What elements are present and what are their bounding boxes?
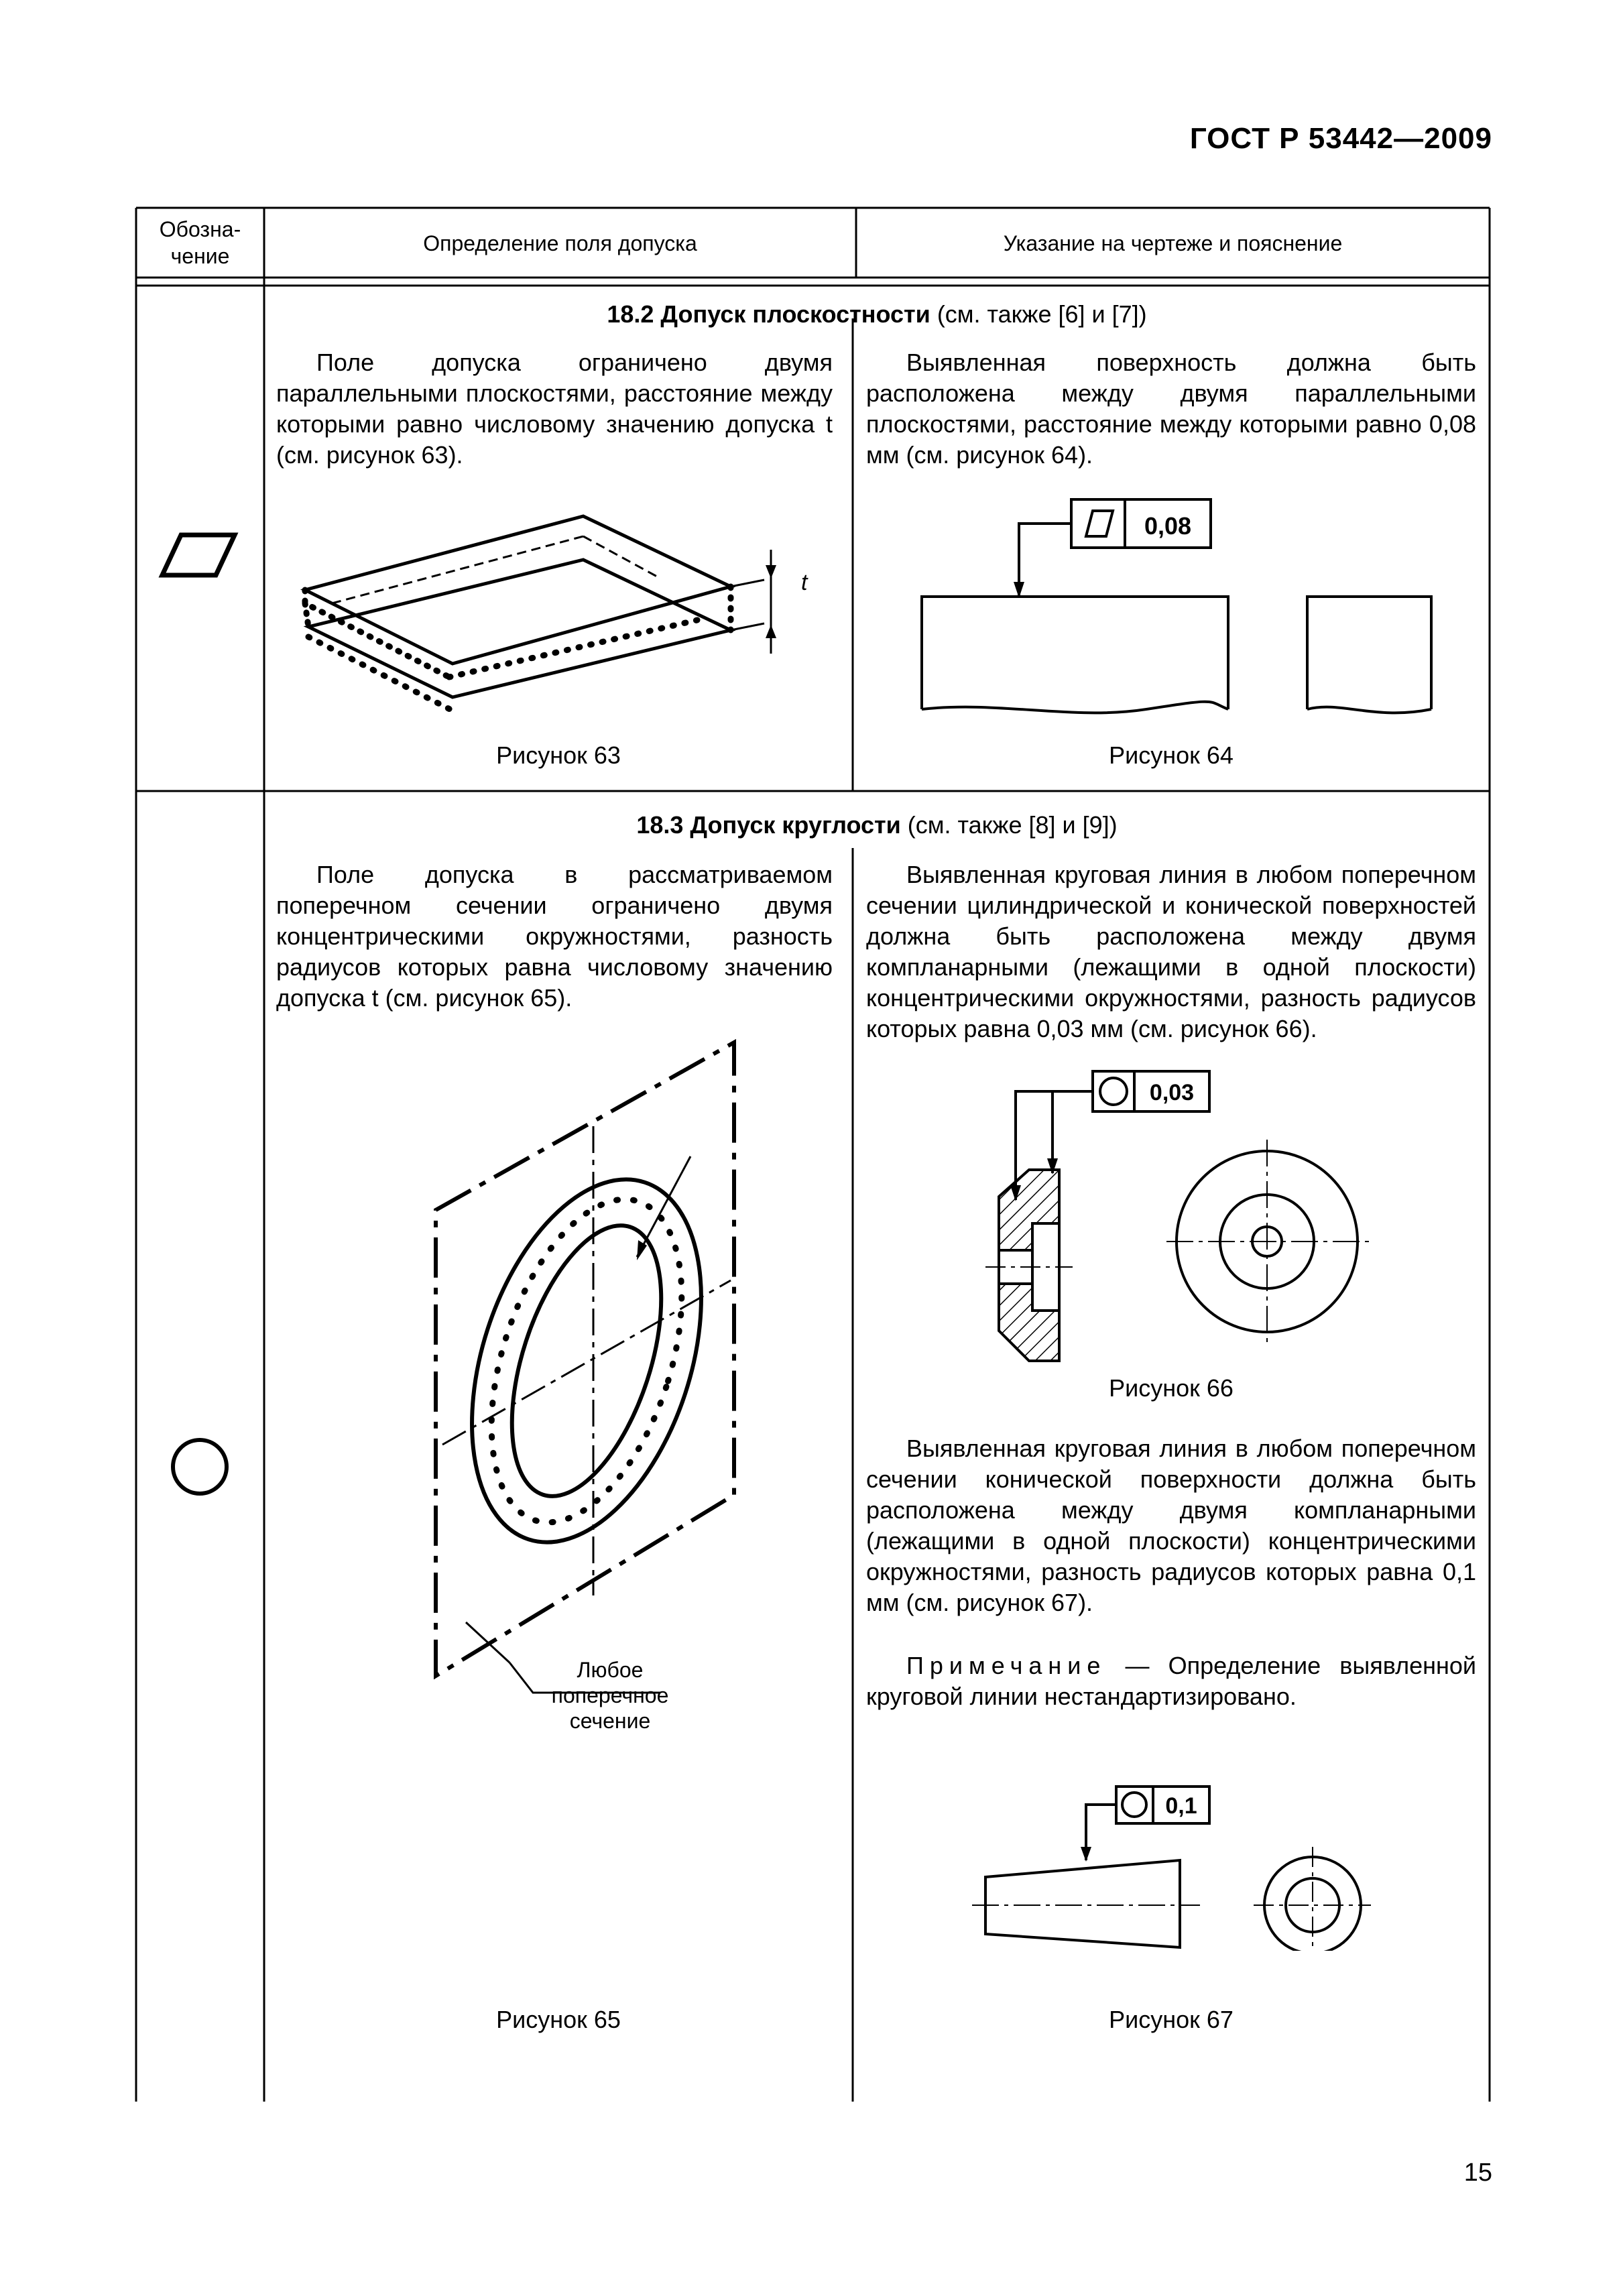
header-designation-line1: Обозна- (159, 217, 241, 241)
figure-64-drawing (905, 496, 1441, 751)
figure-65-label-line2: поперечное (551, 1683, 669, 1707)
figure-66-drawing (965, 1066, 1421, 1374)
header-designation (136, 216, 264, 269)
page-number: 15 (1463, 2159, 1492, 2187)
figure-67-tolerance-value: 0,1 (1165, 1793, 1197, 1819)
figure-66-tolerance-value: 0,03 (1149, 1080, 1195, 1105)
figure-66-caption: Рисунок 66 (1109, 1374, 1234, 1402)
figure-64-caption: Рисунок 64 (1109, 741, 1234, 769)
figure-65-drawing (416, 1032, 764, 1756)
section-18-2-title-refs: (см. также [6] и [7]) (930, 300, 1147, 328)
section-18-3-explanation-1: Выявленная круговая линия в любом поперечном сечении цилиндрической и конической поверхностей должна быть расположена между двумя компланарными (лежащими в одной плоскости) концентрическими окружностями, разность радиусов которых равна 0,03 мм (см. рисунок 66). (866, 861, 1476, 1042)
section-18-2-title (264, 300, 1490, 328)
figure-63-t-label: t (801, 570, 808, 595)
section-18-2-title-bold: 18.2 Допуск плоскостности (607, 300, 930, 328)
figure-67-drawing (965, 1783, 1421, 1951)
section-18-2-explanation: Выявленная поверхность должна быть расположена между двумя параллельными плоскостями, расстояние между которыми равно 0,08 мм (см. рисунок 64). (866, 349, 1476, 469)
section-18-3-title (264, 811, 1490, 839)
section-18-3-note (866, 1650, 1476, 1712)
section-18-3-title-refs: (см. также [8] и [9]) (900, 811, 1118, 839)
header-designation-line2: чение (170, 244, 230, 268)
figure-65-label-line3: сечение (569, 1709, 651, 1733)
roundness-symbol-icon (168, 1435, 235, 1502)
figure-67-caption: Рисунок 67 (1109, 2006, 1234, 2033)
header-indication: Указание на чертеже и пояснение (1003, 231, 1343, 255)
flatness-symbol-icon (154, 530, 248, 583)
figure-63-drawing (282, 503, 831, 731)
section-18-3-definition: Поле допуска в рассматриваемом поперечном сечении ограничено двумя концентрическими окружностями, разность радиусов которых равна числовому значению допуска t (см. рисунок 65). (276, 861, 833, 1012)
section-18-2-definition: Поле допуска ограничено двумя параллельными плоскостями, расстояние между которыми равно числовому значению допуска t (см. рисунок 63). (276, 349, 833, 469)
note-text: — Определение выявленной круговой линии нестандартизировано. (866, 1652, 1476, 1710)
document-code: ГОСТ Р 53442—2009 (1189, 122, 1492, 155)
header-definition: Определение поля допуска (423, 231, 697, 255)
figure-65-label-line1: Любое (577, 1658, 644, 1682)
section-18-3-title-bold: 18.3 Допуск круглости (636, 811, 901, 839)
figure-63-caption: Рисунок 63 (496, 741, 621, 769)
figure-65-caption: Рисунок 65 (496, 2006, 621, 2033)
section-18-3-explanation-2: Выявленная круговая линия в любом поперечном сечении конической поверхности должна быть расположена между двумя компланарными (лежащими в одной плоскости) концентрическими окружностями, разность радиусов которых равна 0,1 мм (см. рисунок 67). (866, 1435, 1476, 1616)
note-prefix: Примечание (906, 1652, 1107, 1679)
figure-64-tolerance-value: 0,08 (1144, 512, 1192, 540)
